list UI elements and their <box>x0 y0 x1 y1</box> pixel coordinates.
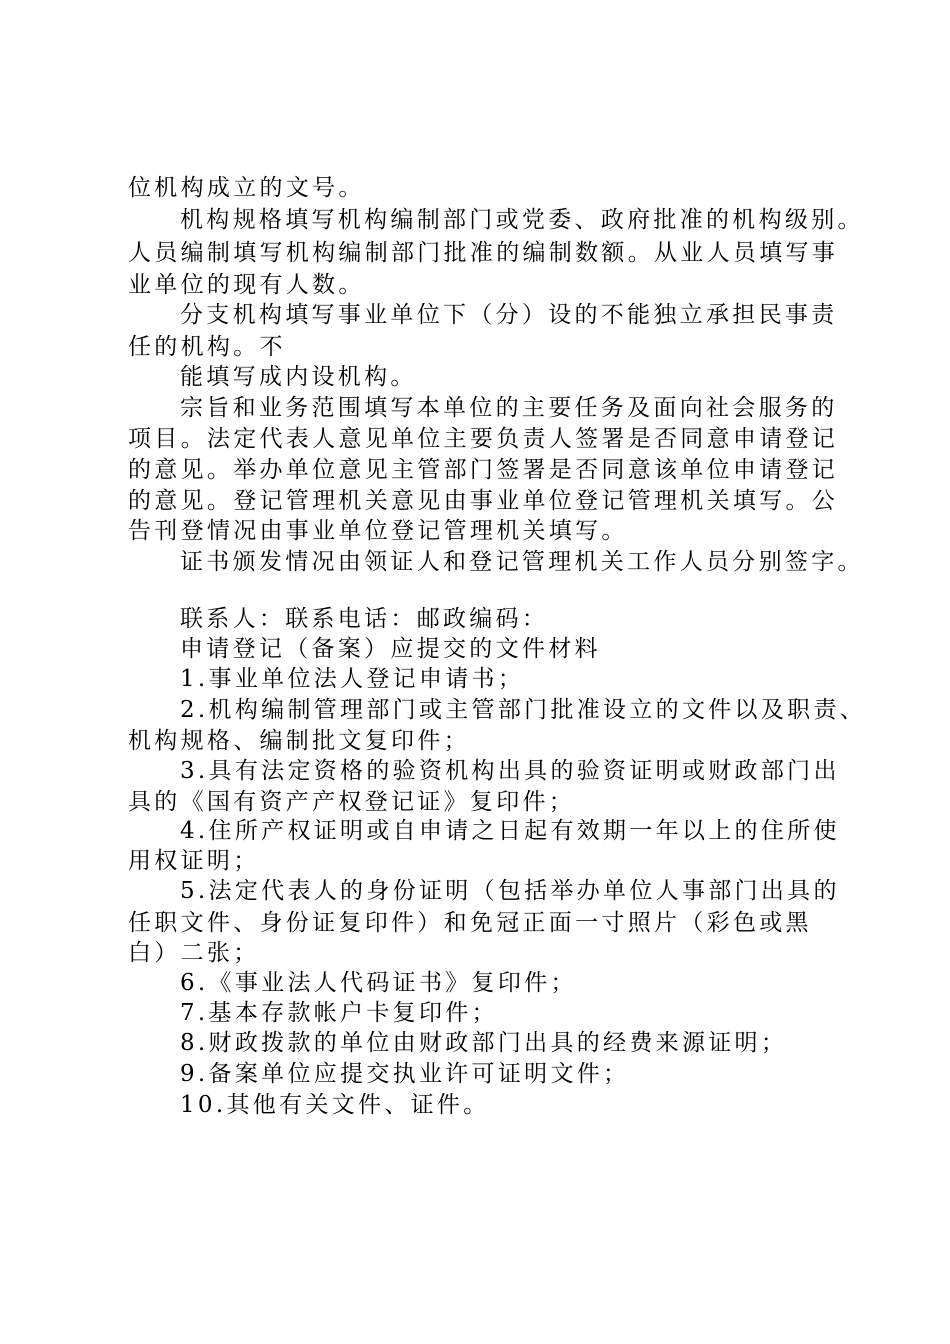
text-line: 机构规格填写机构编制部门或党委、政府批准的机构级别。 <box>180 207 864 233</box>
text-line: 的意见。举办单位意见主管部门签署是否同意该单位申请登记 <box>128 457 839 483</box>
text-line: 任的机构。不 <box>128 334 286 360</box>
list-item: 1.事业单位法人登记申请书； <box>180 666 525 692</box>
text-line: 证书颁发情况由领证人和登记管理机关工作人员分别签字。 <box>180 549 864 575</box>
list-item: 2.机构编制管理部门或主管部门批准设立的文件以及职责、 <box>180 697 867 723</box>
list-item: 9.备案单位应提交执业许可证明文件； <box>180 1061 630 1087</box>
section-heading: 申请登记（备案）应提交的文件材料 <box>180 636 601 662</box>
text-line: 的意见。登记管理机关意见由事业单位登记管理机关填写。公 <box>128 488 839 514</box>
text-line: 业单位的现有人数。 <box>128 272 365 298</box>
text-line: 分支机构填写事业单位下（分）设的不能独立承担民事责 <box>180 302 838 328</box>
text-line: 项目。法定代表人意见单位主要负责人签署是否同意申请登记 <box>128 426 839 452</box>
list-item: 8.财政拨款的单位由财政部门出具的经费来源证明； <box>180 1030 788 1056</box>
list-item-continuation: 机构规格、编制批文复印件； <box>128 728 470 754</box>
list-item-continuation: 任职文件、身份证复印件）和免冠正面一寸照片（彩色或黑 <box>128 910 812 936</box>
list-item-continuation: 白）二张； <box>128 940 260 966</box>
list-item: 6.《事业法人代码证书》复印件； <box>180 970 577 996</box>
text-line: 宗旨和业务范围填写本单位的主要任务及面向社会服务的 <box>180 395 838 421</box>
list-item: 7.基本存款帐户卡复印件； <box>180 1000 498 1026</box>
list-item: 3.具有法定资格的验资机构出具的验资证明或财政部门出 <box>180 758 840 784</box>
contact-line: 联系人：联系电话：邮政编码： <box>180 606 549 632</box>
list-item-continuation: 用权证明； <box>128 848 260 874</box>
text-line: 能填写成内设机构。 <box>180 364 417 390</box>
text-line: 位机构成立的文号。 <box>128 175 365 201</box>
list-item: 4.住所产权证明或自申请之日起有效期一年以上的住所使 <box>180 818 840 844</box>
list-item: 5.法定代表人的身份证明（包括举办单位人事部门出具的 <box>180 878 840 904</box>
list-item: 10.其他有关文件、证件。 <box>180 1092 490 1118</box>
list-item-continuation: 具的《国有资产产权登记证》复印件； <box>128 789 576 815</box>
text-line: 人员编制填写机构编制部门批准的编制数额。从业人员填写事 <box>128 240 839 266</box>
text-line: 告刊登情况由事业单位登记管理机关填写。 <box>128 518 628 544</box>
